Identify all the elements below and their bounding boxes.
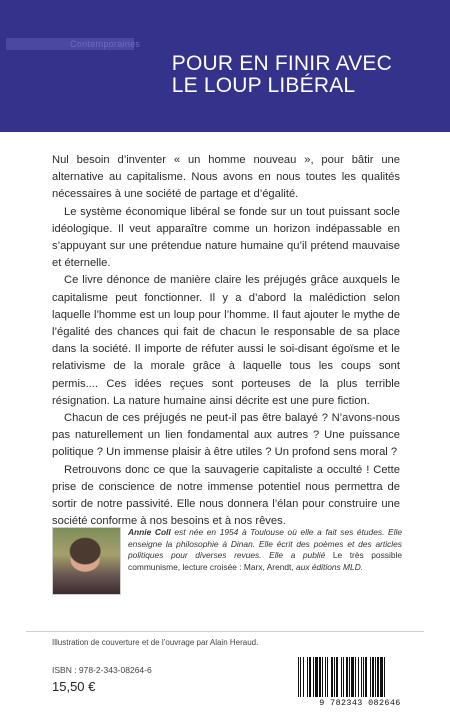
barcode-bar: [313, 657, 314, 697]
author-book-title: Le très possible communisme, lecture croisée : Marx, Arendt,: [128, 550, 402, 572]
barcode-bar: [384, 657, 385, 697]
barcode-bar: [298, 657, 299, 697]
barcode-bar: [331, 657, 333, 697]
blurb-paragraph: Chacun de ces préjugés ne peut-il pas être balayé ? N’avons-nous pas naturellement un lien fondamental aux autres ? Une puissance politique ? Un immense plaisir à être utiles ? Un profond sens moral ?: [52, 412, 400, 459]
barcode-bar: [303, 657, 304, 697]
book-title: [172, 53, 392, 97]
barcode-bar: [341, 657, 342, 697]
author-bio-part-3: aux éditions MLD.: [293, 561, 364, 572]
barcode-bar: [377, 657, 379, 697]
barcode-bar: [355, 657, 356, 697]
price: 15,50 €: [52, 679, 96, 694]
back-cover-blurb: [52, 152, 400, 530]
barcode-bar: [334, 657, 335, 697]
blurb-paragraph: Nul besoin d’inventer « un homme nouveau », pour bâtir une alternative au capitalisme. Nous avons en nous toutes les qualités nécessaires à une société de partage et d’égalité.: [52, 154, 400, 201]
barcode-bar: [346, 657, 348, 697]
author-photo: [52, 527, 121, 595]
barcode-bar: [300, 657, 301, 697]
series-label: Contemporaines: [70, 39, 141, 49]
barcode-bar: [309, 657, 311, 697]
barcode-bar: [319, 657, 321, 697]
illustration-credit: Illustration de couverture et de l’ouvrage par Alain Heraud.: [52, 638, 259, 647]
barcode-bar: [361, 657, 362, 697]
barcode-block: [296, 657, 424, 709]
barcode-bar: [343, 657, 344, 697]
blurb-paragraph: Ce livre dénonce de manière claire les préjugés grâce auxquels le capitalisme peut fonctionner. Il y a d’abord la malédiction selon laquelle l’homme est un loup pour l’homme. Il faut ajouter le mythe de l’égalité des chances qui fait de chacun le responsable de sa place dans la société. Il importe de réfuter aussi le soi-disant égoïsme et le relativisme de la morale grâce à laquelle tous les coups sont permis.... Ces idées reçues sont porteuses de la plus terrible résignation. La nature humaine ainsi décrite est une pure fiction.: [52, 274, 400, 407]
barcode-bar: [307, 657, 308, 697]
barcode-bar: [370, 657, 371, 697]
barcode-bar: [327, 657, 328, 697]
blurb-paragraph: Retrouvons donc ce que la sauvagerie capitaliste a occulté ! Cette prise de conscience de notre immense potentiel nous permettra de sortir de notre passivité. Elle nous donnera l’élan pour construire une société conforme à nos besoins et à nos rêves.: [52, 463, 400, 528]
barcode-bar: [358, 657, 359, 697]
barcode-bar: [365, 657, 367, 697]
barcode-bar: [315, 657, 318, 697]
author-bio: [128, 527, 402, 573]
author-name: Annie Coll: [128, 527, 171, 537]
barcode-bar: [322, 657, 323, 697]
barcode-bar: [363, 657, 364, 697]
barcode-icon: [296, 657, 424, 697]
barcode-bar: [325, 657, 326, 697]
isbn: ISBN : 978-2-343-08264-6: [52, 665, 152, 675]
barcode-bar: [372, 657, 374, 697]
author-block: [52, 527, 402, 595]
barcode-bar: [336, 657, 338, 697]
blurb-paragraph: Le système économique libéral se fonde sur un tout puissant socle idéologique. Il veut apparaître comme un horizon indépassable en s’appuyant sur une prétendue nature humaine qu’il prétend mauvaise et éternelle.: [52, 205, 400, 270]
barcode-bar: [380, 657, 383, 697]
cover-header-band: [0, 0, 450, 132]
book-title-line-2: LE LOUP LIBÉRAL: [171, 74, 356, 97]
author-bio-part-1: est née en 1954 à Toulouse où elle a fait ses études. Elle enseigne la philosophie à Dinan. Elle écrit des poèmes et des articles politiques pour diverses revues. Elle a publié: [128, 527, 402, 561]
barcode-bar: [351, 657, 354, 697]
barcode-number: 9 782343 082646: [319, 698, 401, 708]
book-title-line-1: POUR EN FINIR AVEC: [171, 52, 392, 75]
footer-divider: [26, 631, 424, 632]
barcode-bar: [349, 657, 350, 697]
barcode-bar: [375, 657, 376, 697]
